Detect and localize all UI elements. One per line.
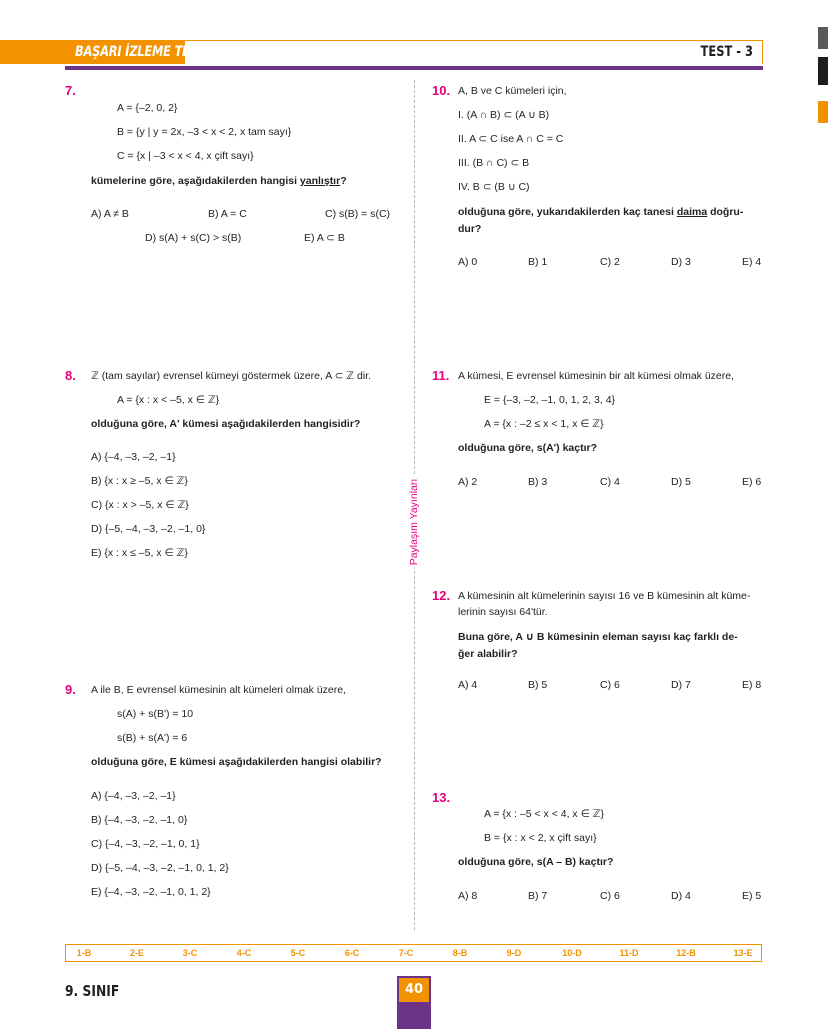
answer-option[interactable]: B) {x : x ≥ –5, x ∈ ℤ}: [91, 475, 188, 487]
question-intro: A, B ve C kümeleri için,: [458, 85, 567, 97]
publisher-side-label: Paylaşım Yayınları: [408, 476, 420, 569]
answer-option[interactable]: B) {–4, –3, –2, –1, 0}: [91, 814, 188, 826]
answer-key-item: 5-C: [290, 948, 306, 958]
set-definition: A = {–2, 0, 2}: [117, 102, 178, 114]
answer-option[interactable]: E) {x : x ≤ –5, x ∈ ℤ}: [91, 547, 188, 559]
answer-key-item: 4-C: [236, 948, 252, 958]
answer-option[interactable]: D) 5: [671, 476, 691, 488]
grade-label: 9. SINIF: [65, 982, 120, 1000]
question-stem: olduğuna göre, s(A – B) kaçtır?: [458, 856, 614, 868]
question-number: 11.: [432, 368, 450, 383]
question-stem-cont: dur?: [458, 223, 482, 235]
set-definition: A = {x : –2 ≤ x < 1, x ∈ ℤ}: [484, 418, 604, 430]
answer-option[interactable]: A) 4: [458, 679, 478, 691]
answer-key-item: 1-B: [76, 948, 92, 958]
answer-key-item: 12-B: [676, 948, 696, 958]
answer-option[interactable]: A) 8: [458, 890, 478, 902]
answer-option[interactable]: A) 0: [458, 256, 478, 268]
answer-option[interactable]: C) 2: [600, 256, 620, 268]
question-intro: A kümesi, E evrensel kümesinin bir alt kümesi olmak üzere,: [458, 370, 735, 382]
question-stem-cont: ğer alabilir?: [458, 648, 518, 660]
given-equation: s(B) + s(A') = 6: [117, 732, 188, 744]
question-intro: A ile B, E evrensel kümesinin alt kümeleri olmak üzere,: [91, 684, 347, 696]
answer-option[interactable]: C) 6: [600, 679, 620, 691]
answer-key-item: 13-E: [733, 948, 753, 958]
answer-option[interactable]: E) 4: [742, 256, 762, 268]
answer-option[interactable]: E) {–4, –3, –2, –1, 0, 1, 2}: [91, 886, 211, 898]
set-definition: A = {x : –5 < x < 4, x ∈ ℤ}: [484, 808, 604, 820]
statement-item: III. (B ∩ C) ⊂ B: [458, 157, 530, 169]
answer-option[interactable]: D) 3: [671, 256, 691, 268]
statement-item: IV. B ⊂ (B ∪ C): [458, 181, 530, 193]
question-intro: ℤ (tam sayılar) evrensel kümeyi göstermek üzere, A ⊂ ℤ dir.: [91, 370, 372, 382]
answer-option[interactable]: A) A ≠ B: [91, 208, 129, 220]
answer-option[interactable]: C) {x : x > –5, x ∈ ℤ}: [91, 499, 189, 511]
answer-key-item: 2-E: [129, 948, 145, 958]
set-definition: A = {x : x < –5, x ∈ ℤ}: [117, 394, 220, 406]
answer-option[interactable]: E) 8: [742, 679, 762, 691]
answer-option[interactable]: E) A ⊂ B: [304, 232, 345, 244]
test-number: TEST - 3: [700, 44, 753, 60]
edge-tab: [818, 27, 828, 49]
answer-key-item: 3-C: [182, 948, 198, 958]
header-rule: [65, 66, 763, 70]
answer-option[interactable]: A) {–4, –3, –2, –1}: [91, 451, 176, 463]
answer-option[interactable]: B) 5: [528, 679, 548, 691]
question-stem: olduğuna göre, s(A') kaçtır?: [458, 442, 598, 454]
answer-option[interactable]: C) s(B) = s(C): [325, 208, 391, 220]
answer-key-item: 11-D: [619, 948, 639, 958]
answer-option[interactable]: D) s(A) + s(C) > s(B): [145, 232, 242, 244]
set-definition: B = {y | y = 2x, –3 < x < 2, x tam sayı}: [117, 126, 292, 138]
question-number: 10.: [432, 83, 451, 98]
answer-option[interactable]: C) 6: [600, 890, 620, 902]
header-frame: [185, 40, 763, 64]
page-number: 40: [397, 976, 431, 1004]
answer-option[interactable]: E) 5: [742, 890, 762, 902]
question-stem: olduğuna göre, E kümesi aşağıdakilerden hangisi olabilir?: [91, 756, 382, 768]
set-definition: C = {x | –3 < x < 4, x çift sayı}: [117, 150, 254, 162]
answer-key-item: 7-C: [398, 948, 414, 958]
test-series-title: BAŞARI İZLEME TESTİ: [75, 44, 210, 60]
answer-option[interactable]: D) 7: [671, 679, 691, 691]
answer-key-item: 8-B: [452, 948, 468, 958]
question-number: 13.: [432, 790, 451, 805]
edge-tab: [818, 101, 828, 123]
question-number: 8.: [65, 368, 76, 383]
answer-option[interactable]: A) 2: [458, 476, 478, 488]
edge-tab: [818, 57, 828, 85]
question-number: 7.: [65, 83, 76, 98]
question-intro-cont: lerinin sayısı 64'tür.: [458, 606, 548, 618]
question-stem: olduğuna göre, yukarıdakilerden kaç tanesi daima doğru-: [458, 206, 744, 218]
set-definition: B = {x : x < 2, x çift sayı}: [484, 832, 597, 844]
answer-option[interactable]: A) {–4, –3, –2, –1}: [91, 790, 176, 802]
answer-option[interactable]: B) A = C: [208, 208, 247, 220]
answer-option[interactable]: B) 3: [528, 476, 548, 488]
answer-option[interactable]: C) 4: [600, 476, 620, 488]
answer-key-item: 10-D: [562, 948, 582, 958]
set-definition: E = {–3, –2, –1, 0, 1, 2, 3, 4}: [484, 394, 616, 406]
answer-option[interactable]: C) {–4, –3, –2, –1, 0, 1}: [91, 838, 200, 850]
answer-option[interactable]: B) 1: [528, 256, 548, 268]
question-intro: A kümesinin alt kümelerinin sayısı 16 ve B kümesinin alt küme-: [458, 590, 751, 602]
answer-option[interactable]: E) 6: [742, 476, 762, 488]
answer-key-item: 6-C: [344, 948, 360, 958]
question-stem: kümelerine göre, aşağıdakilerden hangisi yanlıştır?: [91, 175, 347, 187]
answer-key: [65, 944, 762, 962]
statement-item: I. (A ∩ B) ⊂ (A ∪ B): [458, 109, 550, 121]
answer-option[interactable]: D) {–5, –4, –3, –2, –1, 0}: [91, 523, 206, 535]
answer-option[interactable]: D) 4: [671, 890, 691, 902]
question-number: 12.: [432, 588, 451, 603]
question-stem: Buna göre, A ∪ B kümesinin eleman sayısı kaç farklı de-: [458, 631, 738, 643]
answer-option[interactable]: B) 7: [528, 890, 548, 902]
question-number: 9.: [65, 682, 76, 697]
given-equation: s(A) + s(B') = 10: [117, 708, 194, 720]
answer-key-item: 9-D: [506, 948, 522, 958]
question-stem: olduğuna göre, A' kümesi aşağıdakilerden hangisidir?: [91, 418, 361, 430]
statement-item: II. A ⊂ C ise A ∩ C = C: [458, 133, 564, 145]
answer-option[interactable]: D) {–5, –4, –3, –2, –1, 0, 1, 2}: [91, 862, 229, 874]
